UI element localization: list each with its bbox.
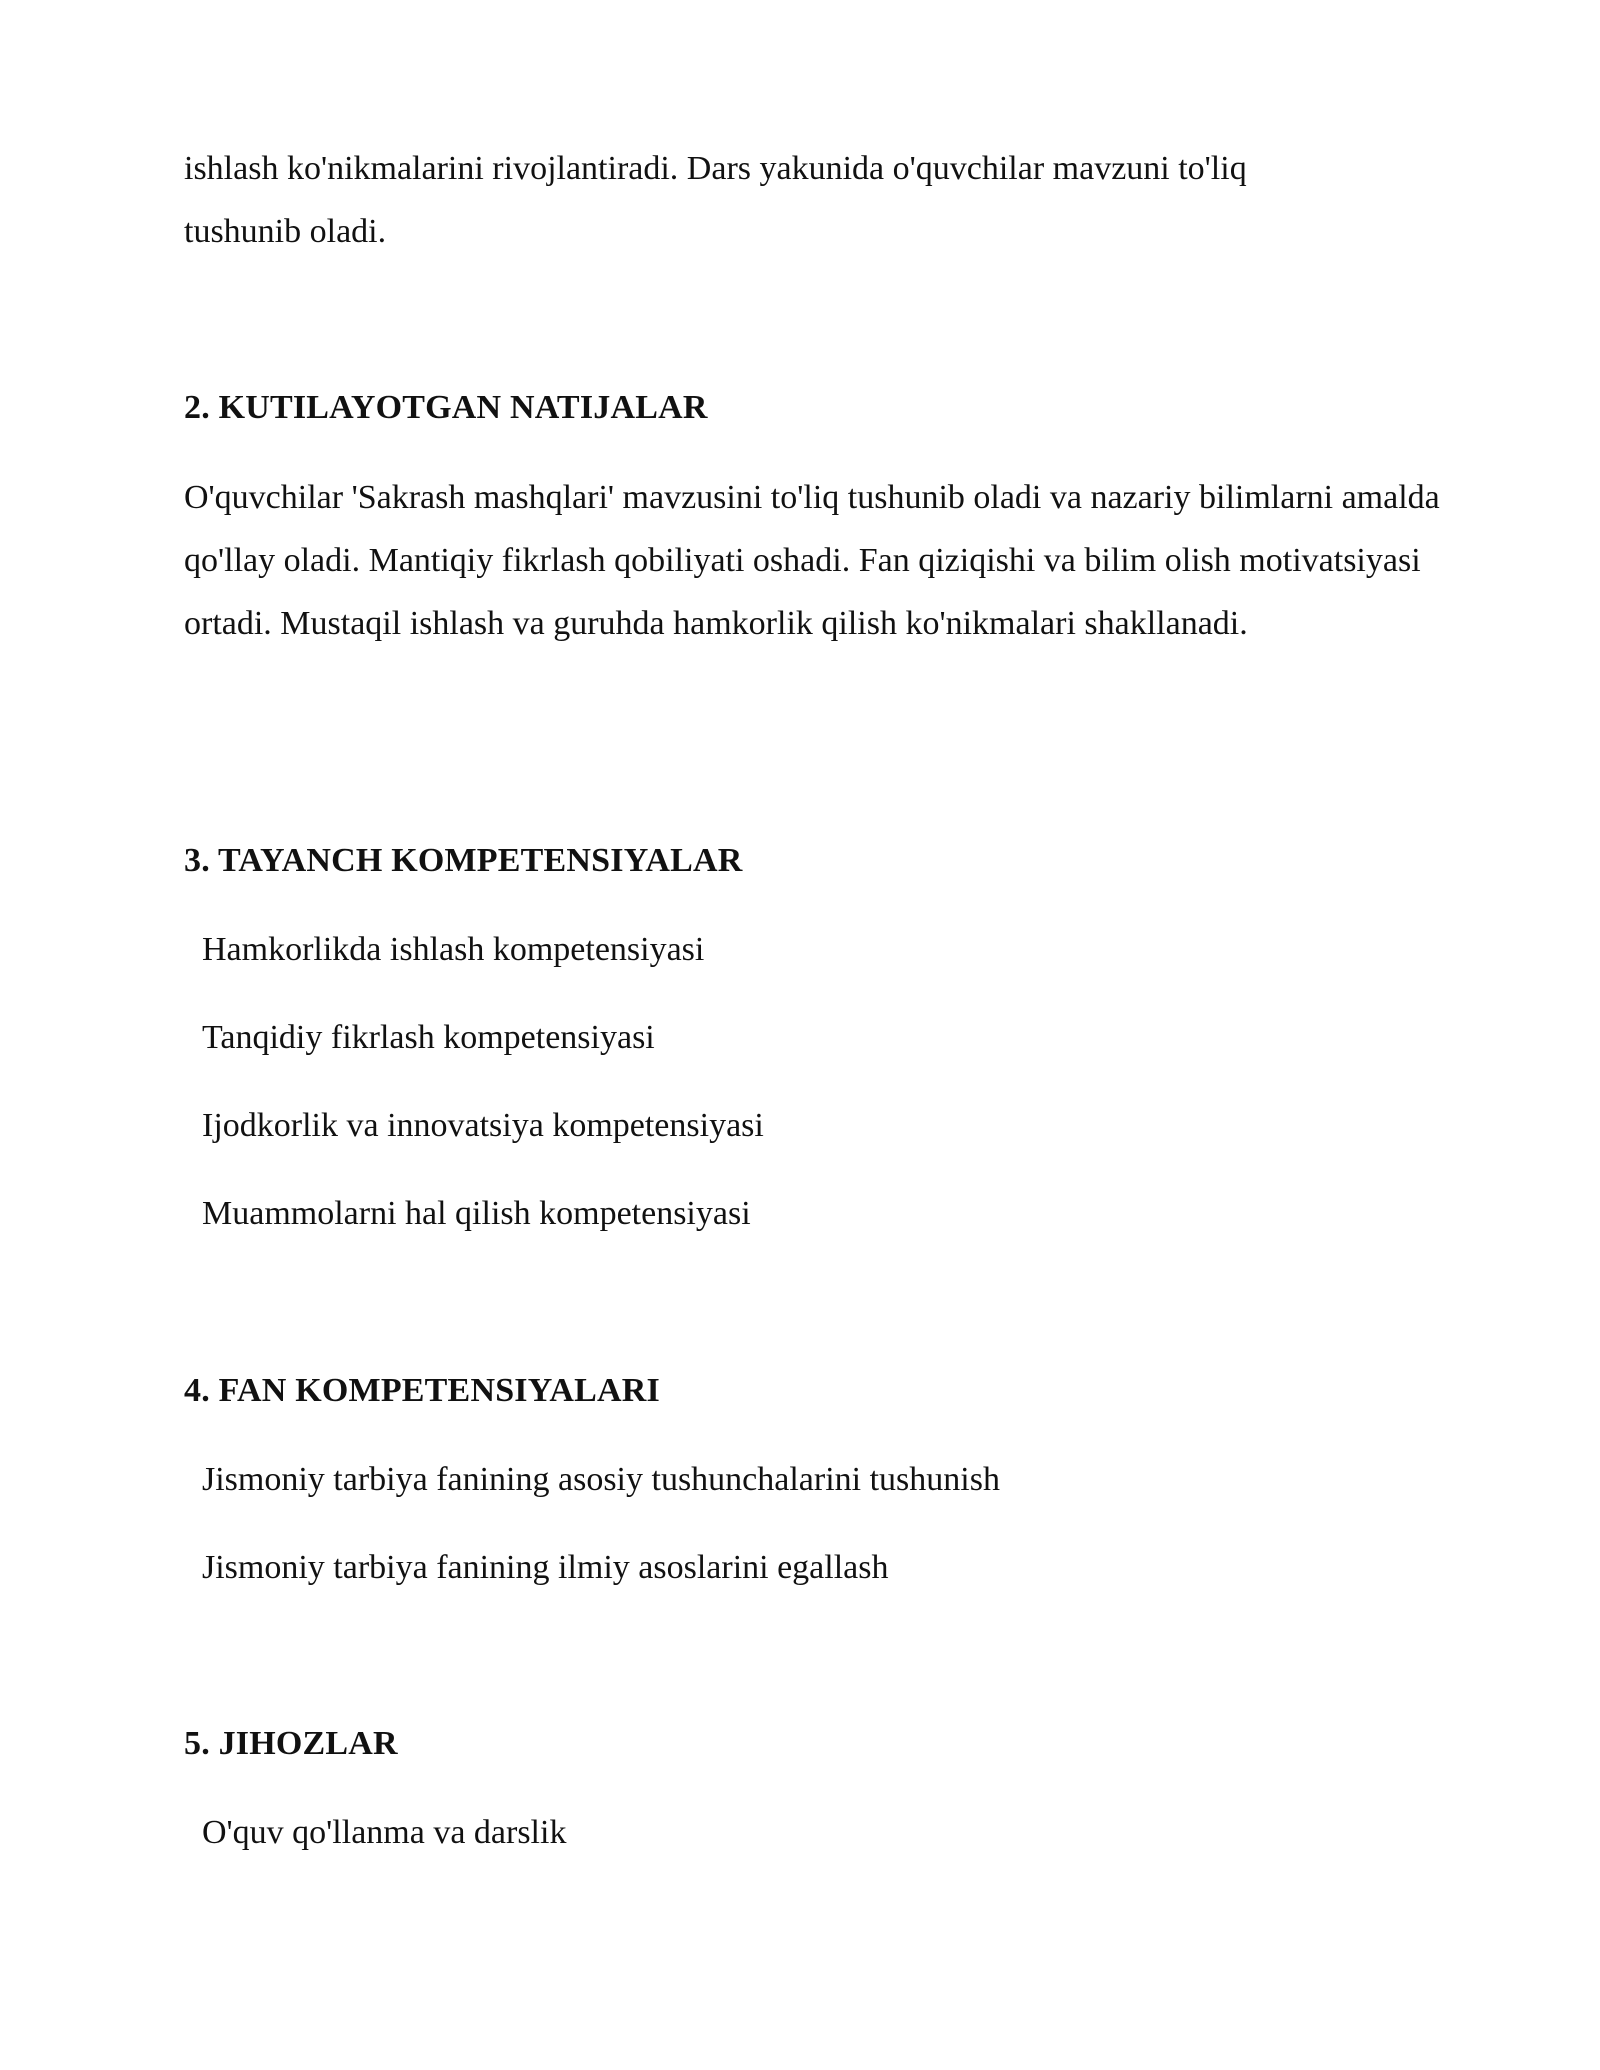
results-paragraph: O'quvchilar 'Sakrash mashqlari' mavzusini to'liq tushunib oladi va nazariy bilimlarni amalda qo'llay oladi. Mantiqiy fikrlash qobiliyati oshadi. Fan qiziqishi va bilim olish motivatsiyasi ortadi. Mustaqil ishlash va guruhda hamkorlik qilish ko'nikmalari shakllanadi. xyxy=(184,479,1440,642)
core-competency-item: Ijodkorlik va innovatsiya kompetensiyasi xyxy=(202,1107,764,1144)
core-competency-item: Tanqidiy fikrlash kompetensiyasi xyxy=(202,1019,655,1056)
intro-paragraph: ishlash ko'nikmalarini rivojlantiradi. Dars yakunida o'quvchilar mavzuni to'liq tushunib oladi. xyxy=(184,150,1247,250)
subject-competency-item: Jismoniy tarbiya fanining ilmiy asoslarini egallash xyxy=(202,1549,889,1586)
section-heading-core-competencies: 3. TAYANCH KOMPETENSIYALAR xyxy=(184,842,743,879)
section-heading-subject-competencies: 4. FAN KOMPETENSIYALARI xyxy=(184,1372,660,1409)
equipment-item: O'quv qo'llanma va darslik xyxy=(202,1814,567,1851)
core-competency-item: Muammolarni hal qilish kompetensiyasi xyxy=(202,1195,751,1232)
subject-competency-item: Jismoniy tarbiya fanining asosiy tushunchalarini tushunish xyxy=(202,1461,1000,1498)
section-heading-results: 2. KUTILAYOTGAN NATIJALAR xyxy=(184,389,708,426)
section-heading-equipment: 5. JIHOZLAR xyxy=(184,1725,398,1762)
core-competency-item: Hamkorlikda ishlash kompetensiyasi xyxy=(202,931,705,968)
